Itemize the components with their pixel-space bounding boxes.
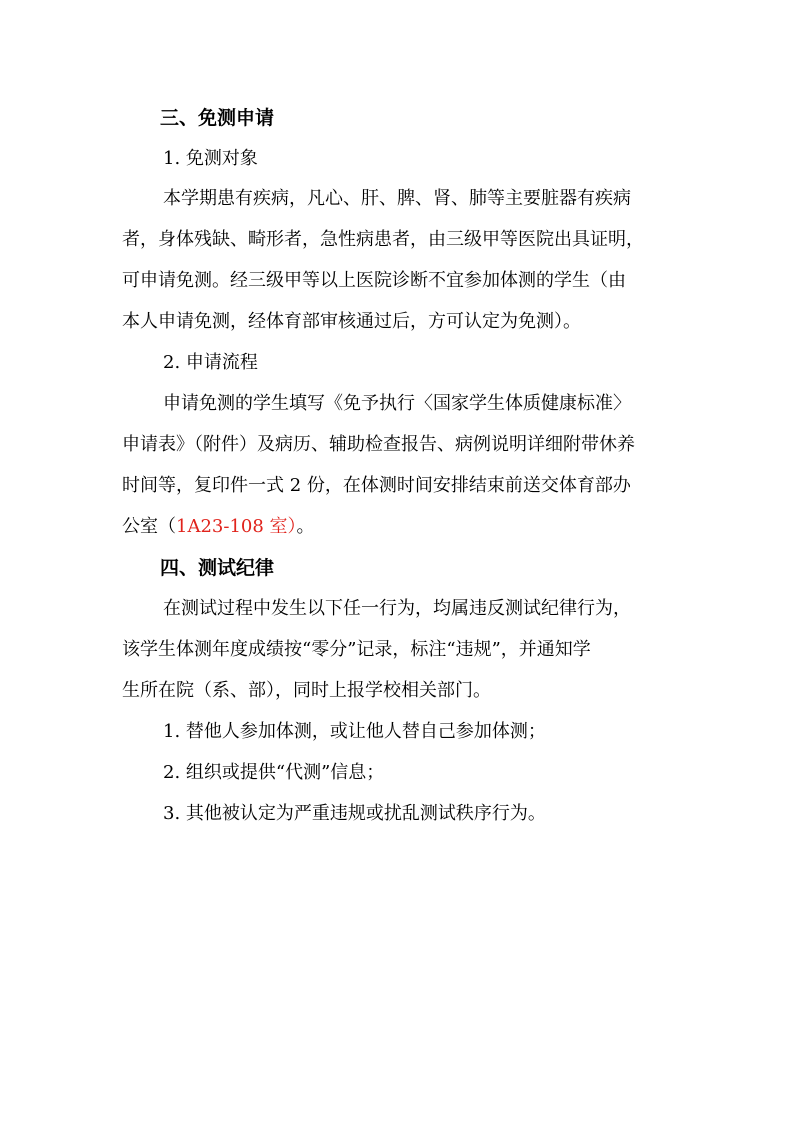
list-item: 1. 替他人参加体测，或让他人替自己参加体测；	[163, 721, 546, 742]
paragraph-line: 生所在院（系、部），同时上报学校相关部门。	[122, 680, 491, 701]
paragraph-line: 申请免测的学生填写《免予执行〈国家学生体质健康标准〉	[163, 393, 631, 414]
office-suffix: 。	[296, 516, 315, 537]
paragraph-line: 可申请免测。经三级甲等以上医院诊断不宜参加体测的学生（由	[122, 270, 626, 291]
paragraph-line: 本人申请免测，经体育部审核通过后，方可认定为免测）。	[122, 311, 581, 332]
paragraph-line: 在测试过程中发生以下任一行为，均属违反测试纪律行为，	[163, 598, 631, 619]
office-prefix: 公室（	[122, 516, 176, 537]
sub-2-title: 2. 申请流程	[163, 352, 258, 373]
section-3-heading: 三、免测申请	[160, 107, 275, 129]
paragraph-line: 该学生体测年度成绩按“零分”记录，标注“违规”，并通知学	[122, 639, 591, 660]
list-item: 2. 组织或提供“代测”信息；	[163, 762, 385, 783]
sub-1-title: 1. 免测对象	[163, 148, 258, 169]
paragraph-line: 本学期患有疾病，凡心、肝、脾、肾、肺等主要脏器有疾病	[163, 188, 631, 209]
paragraph-line: 申请表》（附件）及病历、辅助检查报告、病例说明详细附带休养	[122, 434, 635, 455]
paragraph-line: 时间等，复印件一式 2 份，在体测时间安排结束前送交体育部办	[122, 475, 631, 496]
office-room-number: 1A23-108 室）	[176, 516, 297, 537]
paragraph-line	[122, 515, 315, 539]
list-item: 3. 其他被认定为严重违规或扰乱测试秩序行为。	[163, 803, 546, 824]
paragraph-line: 者，身体残缺、畸形者，急性病患者，由三级甲等医院出具证明，	[122, 229, 644, 250]
section-4-heading: 四、测试纪律	[160, 557, 275, 579]
